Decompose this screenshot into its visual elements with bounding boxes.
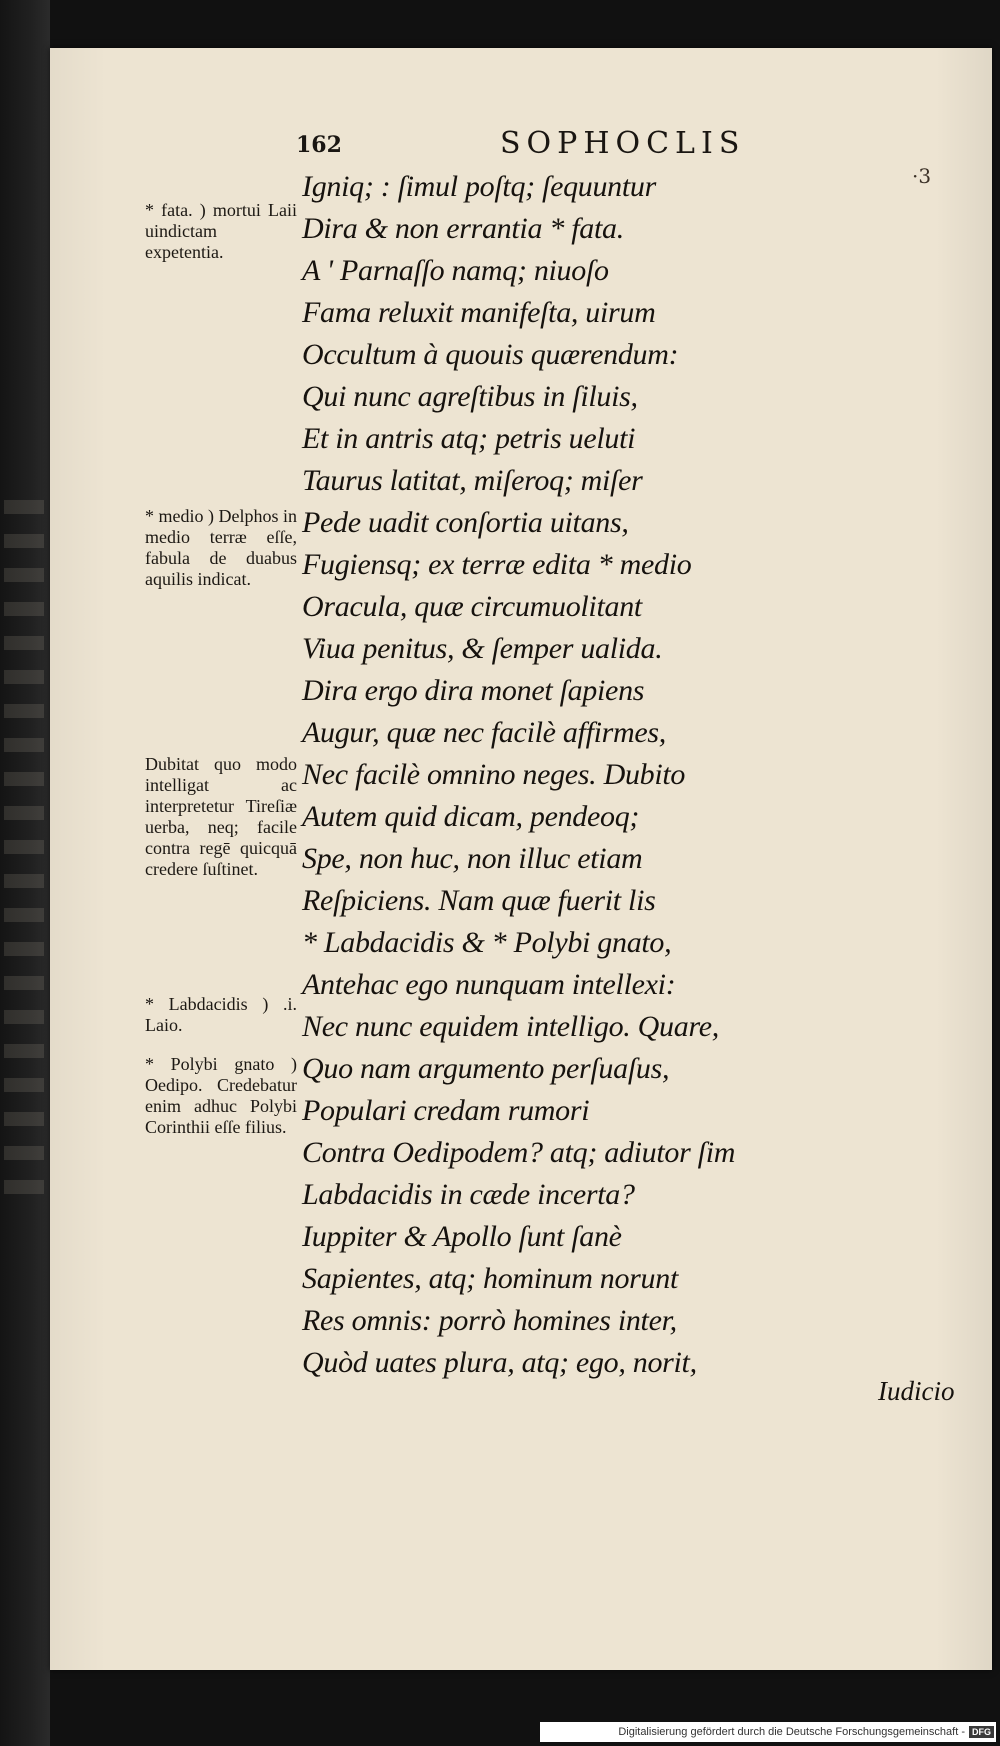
verse-line: Igniq; : ſimul poſtq; ſequuntur [302, 170, 656, 203]
footer-credit: Digitalisierung gefördert durch die Deutsche Forschungsgemeinschaft - [618, 1726, 965, 1738]
verse-line: Antehac ego nunquam intellexi: [302, 968, 676, 1001]
marginal-note-polybi: * Polybi gnato ) Oedipo. Credebatur enim adhuc Polybi Corinthii eſſe filius. [145, 1054, 297, 1137]
verse-line: Fugiensq; ex terræ edita * medio [302, 548, 692, 581]
verse-line: Viua penitus, & ſemper ualida. [302, 632, 663, 665]
running-title: SOPHOCLIS [500, 126, 746, 161]
marginal-note-dubitat: Dubitat quo modo intelligat ac interpretetur Tireſiæ uerba, neq; facile contra regē quicquā credere ſuſtinet. [145, 754, 297, 879]
verse-line: Dira & non errantia * fata. [302, 212, 624, 245]
verse-line: Quo nam argumento perſuaſus, [302, 1052, 670, 1085]
verse-line: Pede uadit conſortia uitans, [302, 506, 629, 539]
verse-line: Et in antris atq; petris ueluti [302, 422, 636, 455]
page-header [296, 126, 786, 166]
bleed-through-marks [4, 500, 44, 1200]
verse-line: Reſpiciens. Nam quæ fuerit lis [302, 884, 656, 917]
verse-line: Qui nunc agreſtibus in ſiluis, [302, 380, 638, 413]
page-number: 162 [296, 132, 342, 158]
page-mark: ·3 [912, 164, 932, 188]
verse-line: Nec nunc equidem intelligo. Quare, [302, 1010, 719, 1043]
verse-line: Autem quid dicam, pendeoq; [302, 800, 640, 833]
verse-line: Labdacidis in cæde incerta? [302, 1178, 635, 1211]
verse-line: Populari credam rumori [302, 1094, 590, 1127]
verse-line: A ' Parnaſſo namq; niuoſo [302, 254, 609, 287]
verse-line: Taurus latitat, miſeroq; miſer [302, 464, 643, 497]
verse-column [302, 166, 782, 1384]
verse-line: Occultum à quouis quærendum: [302, 338, 679, 371]
verse-line: Quòd uates plura, atq; ego, norit, [302, 1346, 697, 1379]
verse-line: * Labdacidis & * Polybi gnato, [302, 926, 672, 959]
verse-line: Oracula, quæ circumuolitant [302, 590, 642, 623]
marginal-note-fata: * fata. ) mortui Laii uindictam expetentia. [145, 200, 297, 262]
digitization-footer [540, 1722, 996, 1742]
verse-line: Dira ergo dira monet ſapiens [302, 674, 645, 707]
verse-line: Res omnis: porrò homines inter, [302, 1304, 677, 1337]
catchword: Iudicio [878, 1376, 955, 1406]
verse-line: Iuppiter & Apollo ſunt ſanè [302, 1220, 622, 1253]
verse-line: Nec facilè omnino neges. Dubito [302, 758, 686, 791]
verse-line: Spe, non huc, non illuc etiam [302, 842, 643, 875]
verse-line: Augur, quæ nec facilè affirmes, [302, 716, 666, 749]
verse-line: Fama reluxit manifeſta, uirum [302, 296, 656, 329]
facing-page-edge [0, 0, 50, 1746]
marginal-note-medio: * medio ) Delphos in medio terræ eſſe, fabula de duabus aquilis indicat. [145, 506, 297, 589]
verse-line: Sapientes, atq; hominum norunt [302, 1262, 678, 1295]
marginal-note-labdacidis: * Labdacidis ) .i. Laio. [145, 994, 297, 1035]
verse-line: Contra Oedipodem? atq; adiutor ſim [302, 1136, 736, 1169]
dfg-logo: DFG [969, 1726, 994, 1738]
